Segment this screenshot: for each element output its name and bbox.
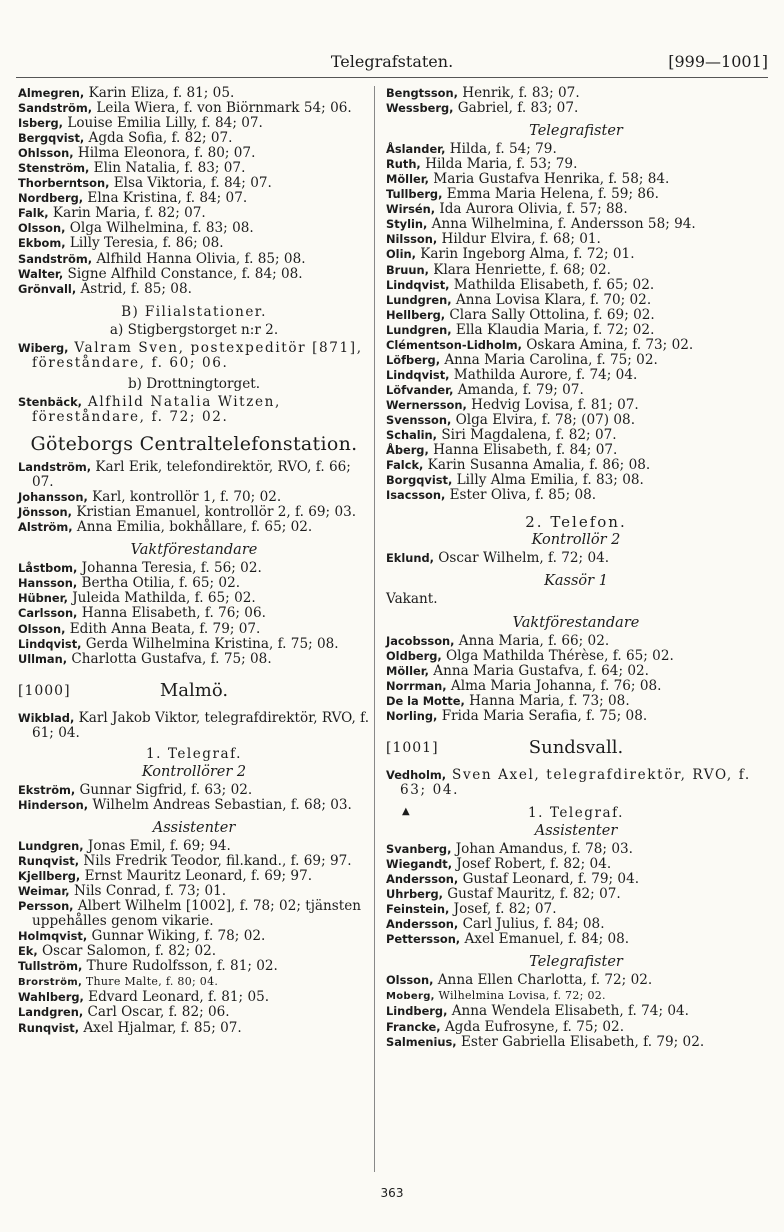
entry-details: Carl Oscar, f. 82; 06. bbox=[83, 1004, 230, 1021]
entry-details: Ella Klaudia Maria, f. 72; 02. bbox=[451, 321, 655, 338]
entry-details: Johanna Teresia, f. 56; 02. bbox=[77, 560, 262, 577]
entry bbox=[386, 383, 766, 398]
entry-details: Elna Kristina, f. 84; 07. bbox=[83, 190, 248, 207]
entry-name: Francke, bbox=[386, 1019, 441, 1034]
entry-details: Henrik, f. 83; 07. bbox=[457, 85, 580, 101]
entry-name: Sandström, bbox=[18, 101, 93, 116]
entry-details: Karin Susanna Amalia, f. 86; 08. bbox=[423, 457, 651, 474]
entry-details: Ester Gabriella Elisabeth, f. 79; 02. bbox=[456, 1033, 705, 1050]
subsection-heading: Telegrafister bbox=[529, 123, 623, 140]
filial-a-heading: a) Stigbergstorget n:r 2. bbox=[109, 321, 279, 338]
entry bbox=[18, 576, 370, 591]
entry bbox=[18, 86, 370, 101]
entry: Vedholm, Sven Axel, telegrafdirektör, RVO, f. 63; 04. bbox=[386, 766, 751, 798]
entry-details: Karin Maria, f. 82; 07. bbox=[48, 205, 206, 222]
entry-details: Thure Rudolfsson, f. 81; 02. bbox=[82, 958, 278, 975]
entry-name: Carlsson, bbox=[18, 606, 78, 621]
entry bbox=[386, 694, 766, 709]
entry-details: Axel Emanuel, f. 84; 08. bbox=[460, 931, 630, 948]
entry-details: Hanna Maria, f. 73; 08. bbox=[464, 692, 630, 709]
entry bbox=[18, 267, 370, 282]
entry bbox=[386, 857, 766, 872]
entry-name: Sandström, bbox=[18, 251, 93, 266]
entry-details: Karl Erik, telefondirektör, RVO, f. 66; 07. bbox=[32, 459, 351, 491]
entry-details: Maria Gustafva Henrika, f. 58; 84. bbox=[428, 171, 670, 188]
entry-name: Lindqvist, bbox=[386, 367, 450, 382]
entry-name: Åberg, bbox=[386, 443, 429, 458]
entry bbox=[18, 854, 370, 869]
entry-details: Olga Mathilda Thérèse, f. 65; 02. bbox=[441, 647, 674, 664]
entry bbox=[18, 929, 370, 944]
header-rule bbox=[16, 77, 768, 78]
entry-name: Norling, bbox=[386, 708, 438, 723]
entry bbox=[18, 252, 370, 267]
entry-details: Oskara Amina, f. 73; 02. bbox=[521, 336, 694, 353]
entry-details: Nils Fredrik Teodor, fil.kand., f. 69; 97. bbox=[79, 853, 352, 870]
entry bbox=[18, 460, 370, 490]
entry-name: Runqvist, bbox=[18, 854, 80, 869]
entry-details: Anna Wilhelmina, f. Andersson 58; 94. bbox=[427, 216, 696, 233]
entry bbox=[386, 247, 766, 262]
entry-details: Hilma Eleonora, f. 80; 07. bbox=[73, 145, 256, 162]
entry-details: Olga Elvira, f. 78; (07) 08. bbox=[451, 411, 636, 428]
entry-name: Walter, bbox=[18, 266, 64, 281]
entry-name: Lundgren, bbox=[18, 838, 84, 853]
entry bbox=[386, 338, 766, 353]
entry bbox=[386, 278, 766, 293]
subsection-heading: Assistenter bbox=[534, 822, 618, 839]
entry-name: Schalin, bbox=[386, 428, 437, 443]
right-column: Bengtsson, Henrik, f. 83; 07. Wessberg, Gabriel, f. 83; 07. Telegrafister Åslander, Hilda, f. 54; 79. Ruth, Hilda Maria, f. 53; 79. Möller, Maria Gustafva Henrika, f. 58; 84. Tullberg, Emma Maria Helena, f. 59; 86. Wirsén, Ida Aurora Olivia, f. 57; 88. Stylin, Anna Wilhelmina, f. Andersson 58; 94. Nilsson, Hildur Elvira, f. 68; 01. Olin, Karin Ingeborg Alma, f. 72; 01. Bruun, Klara Henriette, f. 68; 02. Lindqvist, Mathilda Elisabeth, f. 65; 02. Lundgren, Anna Lovisa Klara, f. 70; 02. Hellberg, Clara Sally Ottolina, f. 69; 02. Lundgren, Ella Klaudia Maria, f. 72; 02. Clémentson-Lidholm, Oskara Amina, f. 73; 02. Löfberg, Anna Maria Carolina, f. 75; 02. Lindqvist, Mathilda Aurore, f. 74; 04. Löfvander, Amanda, f. 79; 07. Wernersson, Hedvig Lovisa, f. 81; 07. Svensson, Olga Elvira, f. 78; (07) 08. Schalin, Siri Magdalena, f. 82; 07. Åberg, Hanna Elisabeth, f. 84; 07. Falck, Karin Susanna Amalia, f. 86; 08. Borgqvist, Lilly Alma Emilia, f. 83; 08. Isacsson, Ester Oliva, f. 85; 08. 2. Telefon. Kontrollör 2 Eklund, Oscar Wilhelm, f. 72; 04. Kassör 1 Vakant. Vaktförestandare Jacobsson, Anna Maria, f. 66; 02. Oldberg, Olga Mathilda Thérèse, f. 65; 02. Möller, Anna Maria Gustafva, f. 64; 02. Norrman, Alma Maria Johanna, f. 76; 08. De la Motte, Hanna Maria, f. 73; 08. Norling, Frida Maria Serafia, f. 75; 08. [1001] Sundsvall. Vedholm, Sven Axel, telegrafdirektör, RVO, f. 63; 04. ▲ 1. Telegraf. Assistenter Svanberg, Johan Amandus, f. 78; 03. Wiegandt, Josef Robert, f. 82; 04. Andersson, Gustaf Leonard, f. 79; 04. Uhrberg, Gustaf Mauritz, f. 82; 07. Feinstein, Josef, f. 82; 07. Andersson, Carl Julius, f. 84; 08. Pettersson, Axel Emanuel, f. 84; 08. Telegrafister Olsson, Anna Ellen Charlotta, f. 72; 02. Moberg, Wilhelmina Lovisa, f. 72; 02. Lindberg, Anna Wendela Elisabeth, f. 74; 04. Francke, Agda Eufrosyne, f. 75; 02. Salmenius, Ester Gabriella Elisabeth, f. 79; 02. bbox=[386, 86, 766, 1050]
left-column bbox=[18, 86, 370, 1036]
entry bbox=[18, 561, 370, 576]
entry bbox=[18, 798, 370, 813]
entry-details: Josef Robert, f. 82; 04. bbox=[452, 856, 612, 873]
entry bbox=[18, 944, 370, 959]
entry-name: Bergqvist, bbox=[18, 131, 85, 146]
entry bbox=[386, 368, 766, 383]
entry-name: Bruun, bbox=[386, 262, 429, 277]
entry-name: Möller, bbox=[386, 663, 429, 678]
entry-name: Wirsén, bbox=[386, 202, 436, 217]
entry bbox=[386, 443, 766, 458]
entry bbox=[386, 887, 766, 902]
entry bbox=[18, 221, 370, 236]
column-divider bbox=[374, 86, 375, 1172]
entry bbox=[18, 899, 370, 929]
entry-name: Lindqvist, bbox=[18, 636, 82, 651]
entry bbox=[18, 959, 370, 974]
entry-name: Johansson, bbox=[18, 490, 88, 505]
entry-name: Olin, bbox=[386, 247, 416, 262]
entry-name: Andersson, bbox=[386, 872, 459, 887]
entry-details: Klara Henriette, f. 68; 02. bbox=[428, 261, 611, 278]
entry bbox=[18, 520, 370, 535]
entry bbox=[18, 282, 370, 297]
entry-name: Löfvander, bbox=[386, 382, 454, 397]
entry-name: Norrman, bbox=[386, 678, 447, 693]
entry bbox=[386, 664, 766, 679]
entry-name: Jacobsson, bbox=[386, 633, 455, 648]
entry-name: Låstbom, bbox=[18, 561, 78, 576]
entry-details: Mathilda Elisabeth, f. 65; 02. bbox=[449, 276, 655, 293]
entry bbox=[386, 413, 766, 428]
entry-name: Ullman, bbox=[18, 651, 68, 666]
entry bbox=[18, 884, 370, 899]
entry-name: Borgqvist, bbox=[386, 473, 453, 488]
entry bbox=[386, 217, 766, 232]
entry-details: Agda Eufrosyne, f. 75; 02. bbox=[440, 1018, 625, 1035]
entry bbox=[386, 872, 766, 887]
entry-details: Anna Ellen Charlotta, f. 72; 02. bbox=[433, 972, 653, 989]
entry-name: Lindberg, bbox=[386, 1004, 448, 1019]
entry-details: Hanna Elisabeth, f. 84; 07. bbox=[428, 442, 618, 459]
entry-name: Landgren, bbox=[18, 1005, 84, 1020]
entry-details: Nils Conrad, f. 73; 01. bbox=[69, 883, 227, 900]
entry bbox=[18, 990, 370, 1005]
entry-name: Isacsson, bbox=[386, 488, 446, 503]
entry: Eklund, Oscar Wilhelm, f. 72; 04. bbox=[386, 550, 610, 567]
entry-name: Almegren, bbox=[18, 86, 85, 100]
entry bbox=[386, 842, 766, 857]
entry-name: Nilsson, bbox=[386, 232, 438, 247]
entry bbox=[18, 146, 370, 161]
entry-name: Lindqvist, bbox=[386, 277, 450, 292]
entry-details: Gunnar Wiking, f. 78; 02. bbox=[87, 928, 266, 945]
entry bbox=[386, 902, 766, 917]
entry-name: Svensson, bbox=[386, 412, 452, 427]
entry bbox=[386, 428, 766, 443]
entry-details: Signe Alfhild Constance, f. 84; 08. bbox=[63, 265, 303, 282]
entry-name: Persson, bbox=[18, 899, 74, 914]
entry bbox=[18, 505, 370, 520]
entry-name: Runqvist, bbox=[18, 1020, 80, 1035]
entry-name: Andersson, bbox=[386, 917, 459, 932]
entry bbox=[386, 1004, 766, 1019]
page-header bbox=[16, 52, 768, 74]
entry-name: Olsson, bbox=[18, 221, 66, 236]
entry-details: Anna Maria Carolina, f. 75; 02. bbox=[440, 351, 658, 368]
entry-name: Falck, bbox=[386, 458, 424, 473]
entry bbox=[18, 101, 370, 116]
entry-details: Anna Wendela Elisabeth, f. 74; 04. bbox=[447, 1003, 689, 1020]
entry bbox=[18, 591, 370, 606]
entry-details: Hilda, f. 54; 79. bbox=[445, 141, 557, 158]
city-heading bbox=[18, 679, 370, 703]
entry-name: Clémentson-Lidholm, bbox=[386, 337, 522, 352]
entry-name: Pettersson, bbox=[386, 932, 461, 947]
entry-name: Jönsson, bbox=[18, 505, 72, 520]
entry-name: De la Motte, bbox=[386, 693, 465, 708]
entry-name: Wernersson, bbox=[386, 397, 467, 412]
entry-details: Johan Amandus, f. 78; 03. bbox=[451, 841, 633, 858]
entry-list bbox=[386, 86, 766, 116]
entry bbox=[386, 202, 766, 217]
entry-details: Juleida Mathilda, f. 65; 02. bbox=[67, 590, 256, 607]
entry-name: Salmenius, bbox=[386, 1034, 457, 1049]
entry-name: Kjellberg, bbox=[18, 869, 81, 884]
entry-details: Gerda Wilhelmina Kristina, f. 75; 08. bbox=[81, 635, 339, 652]
entry bbox=[386, 473, 766, 488]
entry-list bbox=[386, 1004, 766, 1049]
subsection-heading: 1. Telegraf. bbox=[146, 745, 242, 762]
entry-name: Ekström, bbox=[18, 782, 76, 797]
entry bbox=[18, 116, 370, 131]
entry bbox=[18, 1005, 370, 1020]
entry-details: Gustaf Mauritz, f. 82; 07. bbox=[442, 886, 621, 903]
entry-details: Ernst Mauritz Leonard, f. 69; 97. bbox=[80, 868, 313, 885]
entry-details: Anna Maria, f. 66; 02. bbox=[454, 632, 610, 649]
entry-details: Gunnar Sigfrid, f. 63; 02. bbox=[75, 781, 253, 798]
entry-details: Charlotta Gustafva, f. 75; 08. bbox=[67, 650, 272, 667]
entry-details: Agda Sofia, f. 82; 07. bbox=[84, 130, 233, 147]
entry bbox=[386, 398, 766, 413]
entry-details: Axel Hjalmar, f. 85; 07. bbox=[79, 1019, 242, 1036]
subsection-heading: Assistenter bbox=[152, 819, 236, 836]
entry-details: Astrid, f. 85; 08. bbox=[76, 280, 192, 297]
entry bbox=[18, 783, 370, 798]
entry-name: Olsson, bbox=[18, 621, 66, 636]
entry-name: Alström, bbox=[18, 520, 73, 535]
entry: Moberg, Wilhelmina Lovisa, f. 72; 02. bbox=[386, 989, 606, 1003]
city-name: Malmö. bbox=[159, 679, 229, 701]
entry-name: Lundgren, bbox=[386, 292, 452, 307]
entry-name: Hansson, bbox=[18, 576, 78, 591]
entry-details: Josef, f. 82; 07. bbox=[449, 901, 557, 918]
entry-details: Wilhelm Andreas Sebastian, f. 68; 03. bbox=[88, 796, 352, 813]
entry-details: Lilly Teresia, f. 86; 08. bbox=[65, 235, 224, 252]
entry-details: Gustaf Leonard, f. 79; 04. bbox=[458, 871, 640, 888]
section-heading: Göteborgs Centraltelefonstation. bbox=[30, 432, 358, 455]
entry bbox=[386, 634, 766, 649]
entry-details: Amanda, f. 79; 07. bbox=[453, 381, 584, 398]
entry-list bbox=[18, 561, 370, 666]
entry-details: Carl Julius, f. 84; 08. bbox=[458, 916, 605, 933]
entry-name: Hellberg, bbox=[386, 307, 446, 322]
entry bbox=[386, 157, 766, 172]
entry-details: Ester Oliva, f. 85; 08. bbox=[445, 487, 597, 504]
entry-details: Frida Maria Serafia, f. 75; 08. bbox=[437, 707, 648, 724]
entry bbox=[386, 679, 766, 694]
entry-details: Emma Maria Helena, f. 59; 86. bbox=[442, 186, 659, 203]
entry bbox=[18, 869, 370, 884]
entry-name: Ruth, bbox=[386, 157, 421, 172]
entry bbox=[18, 622, 370, 637]
entry bbox=[18, 161, 370, 176]
entry-list bbox=[18, 460, 370, 535]
entry-details: Siri Magdalena, f. 82; 07. bbox=[437, 427, 617, 444]
entry-list bbox=[18, 86, 370, 297]
entry-name: Olsson, bbox=[386, 973, 434, 988]
entry-name: Landström, bbox=[18, 460, 92, 475]
entry-details: Hilda Maria, f. 53; 79. bbox=[420, 156, 578, 173]
entry-list bbox=[386, 634, 766, 724]
entry-details: Kristian Emanuel, kontrollör 2, f. 69; 03. bbox=[72, 504, 357, 521]
entry bbox=[18, 176, 370, 191]
entry bbox=[386, 458, 766, 473]
entry-details: Elsa Viktoria, f. 84; 07. bbox=[109, 175, 272, 192]
subsection-heading: Telegrafister bbox=[529, 954, 623, 971]
entry: Stenbäck, Alfhild Natalia Witzen, föreståndare, f. 72; 02. bbox=[18, 393, 281, 425]
entry-tag: [1001] bbox=[386, 739, 439, 756]
entry-name: Falk, bbox=[18, 206, 49, 221]
entry-name: Nordberg, bbox=[18, 191, 84, 206]
entry-details: Louise Emilia Lilly, f. 84; 07. bbox=[63, 115, 263, 132]
entry: Wiberg, Valram Sven, postexpeditör [871], föreståndare, f. 60; 06. bbox=[18, 339, 363, 371]
entry-tag: [1000] bbox=[18, 682, 71, 699]
entry-list bbox=[386, 842, 766, 947]
entry bbox=[386, 932, 766, 947]
entry-name: Svanberg, bbox=[386, 842, 452, 857]
subsection-heading: Kassör 1 bbox=[544, 573, 608, 590]
entry bbox=[18, 606, 370, 621]
entry-details: Alma Maria Johanna, f. 76; 08. bbox=[446, 677, 662, 694]
entry-name: Wiegandt, bbox=[386, 857, 453, 872]
subsection-heading: 1. Telegraf. bbox=[528, 804, 624, 821]
entry-range: [999—1001] bbox=[668, 52, 768, 71]
entry-list bbox=[386, 973, 766, 988]
entry-name: Möller, bbox=[386, 172, 429, 187]
entry bbox=[18, 206, 370, 221]
entry-details: Alfhild Hanna Olivia, f. 85; 08. bbox=[92, 250, 306, 267]
entry bbox=[386, 142, 766, 157]
entry bbox=[386, 101, 766, 116]
entry-name: Isberg, bbox=[18, 116, 63, 131]
entry bbox=[18, 637, 370, 652]
entry-details: Edvard Leonard, f. 81; 05. bbox=[83, 989, 270, 1006]
filial-b-heading: b) Drottningtorget. bbox=[127, 375, 261, 392]
entry-details: Karl, kontrollör 1, f. 70; 02. bbox=[87, 489, 282, 506]
city-heading bbox=[386, 736, 766, 760]
city-name: Sundsvall. bbox=[528, 736, 624, 758]
entry-list bbox=[18, 783, 370, 813]
entry bbox=[18, 191, 370, 206]
entry-details: Clara Sally Ottolina, f. 69; 02. bbox=[445, 306, 655, 323]
entry-details: Anna Lovisa Klara, f. 70; 02. bbox=[451, 291, 652, 308]
entry: Brorström, Thure Malte, f. 80; 04. bbox=[18, 975, 219, 989]
entry-name: Stylin, bbox=[386, 217, 428, 232]
entry-details: Albert Wilhelm [1002], f. 78; 02; tjänsten uppehålles genom vikarie. bbox=[32, 898, 362, 930]
entry bbox=[386, 709, 766, 724]
entry-details: Edith Anna Beata, f. 79; 07. bbox=[65, 620, 261, 637]
entry-details: Lilly Alma Emilia, f. 83; 08. bbox=[452, 472, 644, 489]
subsection-heading: Vaktförestandare bbox=[130, 542, 258, 559]
entry-name: Hinderson, bbox=[18, 797, 89, 812]
entry-details: Bertha Otilia, f. 65; 02. bbox=[77, 575, 241, 592]
entry-name: Tullström, bbox=[18, 959, 83, 974]
entry bbox=[386, 187, 766, 202]
entry bbox=[386, 973, 766, 988]
running-title: Telegrafstaten. bbox=[330, 52, 454, 71]
entry-details: Karin Eliza, f. 81; 05. bbox=[84, 85, 235, 101]
entry-list bbox=[386, 142, 766, 503]
entry bbox=[18, 1021, 370, 1036]
entry bbox=[18, 490, 370, 505]
entry-list bbox=[18, 990, 370, 1035]
entry bbox=[386, 649, 766, 664]
entry-details: Elin Natalia, f. 83; 07. bbox=[89, 160, 246, 177]
entry-details: Anna Emilia, bokhållare, f. 65; 02. bbox=[72, 519, 313, 536]
entry-details: Hildur Elvira, f. 68; 01. bbox=[437, 231, 601, 248]
entry-name: Hübner, bbox=[18, 591, 68, 606]
entry-details: Ida Aurora Olivia, f. 57; 88. bbox=[435, 201, 628, 218]
entry-name: Weimar, bbox=[18, 884, 70, 899]
entry-details: Gabriel, f. 83; 07. bbox=[453, 100, 579, 117]
entry bbox=[18, 236, 370, 251]
entry bbox=[18, 652, 370, 667]
entry-name: Ekbom, bbox=[18, 236, 66, 251]
entry-name: Thorberntson, bbox=[18, 176, 110, 191]
entry bbox=[386, 232, 766, 247]
entry-details: Hanna Elisabeth, f. 76; 06. bbox=[77, 605, 266, 622]
entry-details: Karin Ingeborg Alma, f. 72; 01. bbox=[415, 246, 635, 263]
entry-name: Stenström, bbox=[18, 161, 90, 176]
entry bbox=[386, 308, 766, 323]
entry-name: Ek, bbox=[18, 944, 38, 959]
entry-name: Löfberg, bbox=[386, 352, 441, 367]
vacancy-note: Vakant. bbox=[386, 591, 438, 608]
entry bbox=[386, 172, 766, 187]
entry-details: Mathilda Aurore, f. 74; 04. bbox=[449, 366, 638, 383]
entry-name: Ohlsson, bbox=[18, 146, 74, 161]
entry-details: Leila Wiera, f. von Biörnmark 54; 06. bbox=[92, 100, 352, 117]
entry bbox=[18, 131, 370, 146]
entry-name: Oldberg, bbox=[386, 648, 442, 663]
entry-details: Anna Maria Gustafva, f. 64; 02. bbox=[428, 662, 649, 679]
subsection-heading: Kontrollör 2 bbox=[531, 532, 621, 549]
entry-name: Uhrberg, bbox=[386, 887, 443, 902]
entry-name: Wahlberg, bbox=[18, 990, 84, 1005]
entry-details: Jonas Emil, f. 69; 94. bbox=[83, 837, 231, 854]
entry bbox=[18, 839, 370, 854]
entry-details: Oscar Salomon, f. 82; 02. bbox=[37, 943, 217, 960]
entry-details: Olga Wilhelmina, f. 83; 08. bbox=[65, 220, 254, 237]
entry-list bbox=[18, 839, 370, 974]
entry bbox=[386, 353, 766, 368]
entry-name: Lundgren, bbox=[386, 322, 452, 337]
entry-name: Holmqvist, bbox=[18, 929, 88, 944]
filial-heading: B) Filialstationer. bbox=[121, 303, 267, 320]
entry-name: Feinstein, bbox=[386, 902, 450, 917]
subsection-heading: 2. Telefon. bbox=[525, 513, 627, 532]
entry-name: Wessberg, bbox=[386, 101, 454, 116]
entry-name: Tullberg, bbox=[386, 187, 443, 202]
page-number: 363 bbox=[380, 1186, 404, 1200]
entry bbox=[386, 263, 766, 278]
entry-details: Hedvig Lovisa, f. 81; 07. bbox=[466, 396, 639, 413]
entry bbox=[386, 323, 766, 338]
entry-name: Åslander, bbox=[386, 142, 446, 157]
entry bbox=[386, 86, 766, 101]
entry bbox=[386, 293, 766, 308]
entry-name: Grönvall, bbox=[18, 281, 77, 296]
entry bbox=[386, 1035, 766, 1050]
entry: Wikblad, Karl Jakob Viktor, telegrafdirektör, RVO, f. 61; 04. bbox=[18, 709, 370, 741]
subsection-heading: Vaktförestandare bbox=[512, 614, 640, 631]
entry bbox=[386, 917, 766, 932]
subsection-heading: Kontrollörer 2 bbox=[141, 763, 247, 780]
entry-name: Bengtsson, bbox=[386, 86, 458, 100]
entry bbox=[386, 488, 766, 503]
entry bbox=[386, 1020, 766, 1035]
